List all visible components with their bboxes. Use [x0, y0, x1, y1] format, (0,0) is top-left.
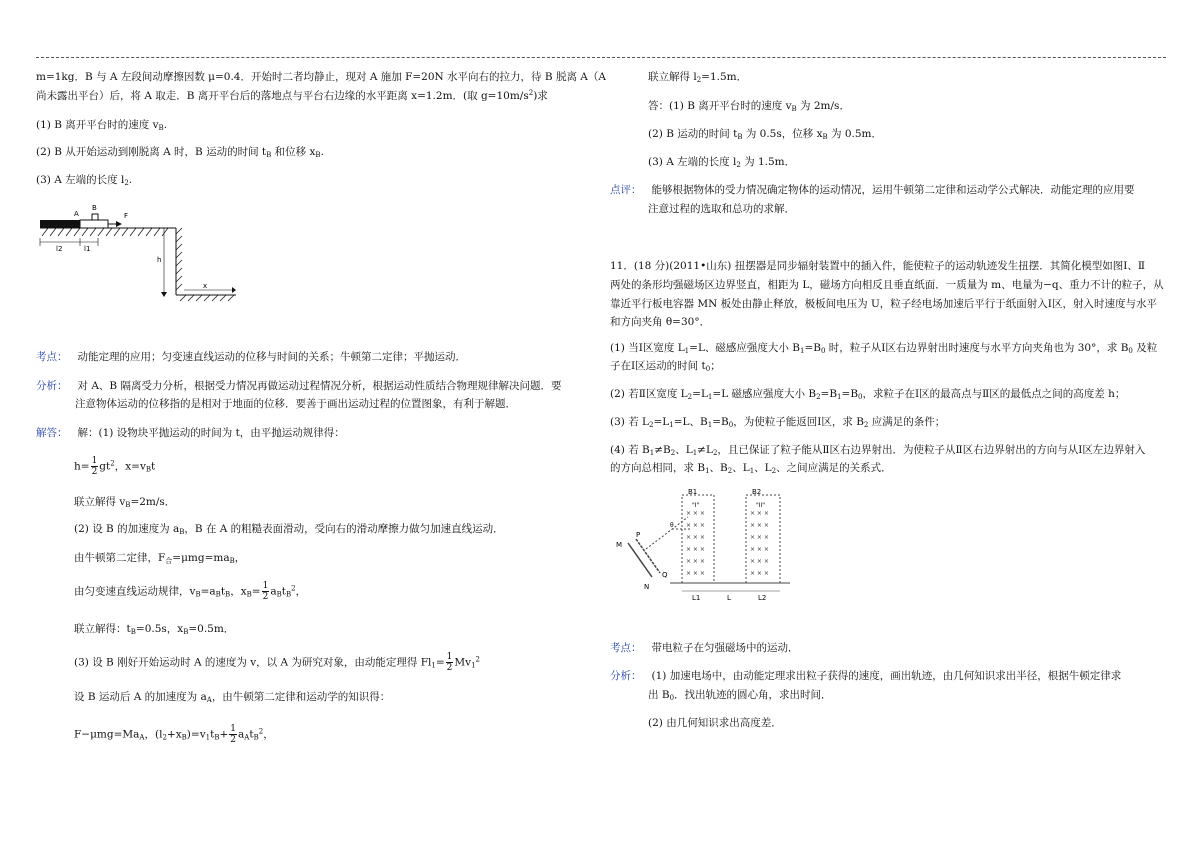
step-2b: 由牛顿第二定律，$F_合=\mu mg=ma_B$，	[74, 552, 246, 565]
subquestion-2: (2) 若Ⅱ区宽度 $L_2=L_1=L$ 磁感应强度大小 $B_2=B_1=B_0$，求粒子在Ⅰ区的最高点与Ⅱ区的最低点之间的高度差 h；	[610, 388, 1126, 401]
label-n: N	[644, 583, 650, 591]
answer-1: 答：(1) B 离开平台时的速度 $v_B$ 为 2m/s．	[648, 100, 850, 113]
label-h: h	[157, 256, 162, 264]
svg-text:× × ×: × × ×	[750, 558, 769, 565]
subquestion-4: 的方向总相同，求 $B_1$、$B_2$、$L_1$、$L_2$、之间应满足的关系式．	[610, 462, 892, 475]
field-marks-2	[750, 510, 769, 577]
svg-text:× × ×: × × ×	[686, 546, 705, 553]
kaodian: 考点： 带电粒子在匀强磁场中的运动．	[610, 642, 799, 654]
svg-text:× × ×: × × ×	[686, 534, 705, 541]
subquestion-4: (4) 若 $B_1\ne B_2$、$L_1\ne L_2$，且已保证了粒子能从Ⅱ区右边界射出．为使粒子从Ⅱ区右边界射出的方向与从Ⅰ区左边界射入	[610, 444, 1146, 457]
platform-figure	[36, 200, 246, 305]
dianping-line2: 注意过程的选取和总功的求解．	[648, 203, 795, 215]
label-f: F	[124, 212, 129, 220]
plate-m	[628, 543, 652, 577]
label-l1: l1	[84, 245, 91, 253]
dianping-line1: 点评： 能够根据物体的受力情况确定物体的运动情况，运用牛顿第二定律和运动学公式解决．动能定理的应用要	[610, 184, 1135, 196]
label-m: M	[616, 541, 623, 549]
question-2: (2) B 从开始运动到刚脱离 A 时，B 运动的时间 $t_B$ 和位移 $x_B$.	[36, 146, 324, 159]
label-l2: L2	[758, 594, 767, 602]
block-a	[40, 220, 80, 228]
label-b2: B2	[752, 488, 762, 496]
svg-text:× × ×: × × ×	[686, 522, 705, 529]
subquestion-1: (1) 当Ⅰ区宽度 $L_1=L$、磁感应强度大小 $B_1=B_0$ 时，粒子从Ⅰ区右边界射出时速度与水平方向夹角也为 30°，求 $B_0$ 及粒	[610, 342, 1158, 355]
step-3b: 设 B 运动后 A 的加速度为 $a_A$，由牛顿第二定律和运动学的知识得：	[74, 691, 391, 704]
jieda: 解答： 解：(1) 设物块平抛运动的时间为 t，由平抛运动规律得：	[36, 427, 345, 439]
fenxi-line2: 出 $B_0$．找出轨迹的圆心角，求出时间．	[648, 689, 832, 702]
plate-n	[636, 539, 660, 573]
label-p: P	[636, 531, 641, 539]
svg-text:× × ×: × × ×	[686, 510, 705, 517]
problem-text: m=1kg．B 与 A 左段间动摩擦因数 μ=0.4．开始时二者均静止，现对 A 施加 F=20N 水平向右的拉力，待 B 脱离 A（A	[36, 71, 606, 83]
label-l2: l2	[56, 245, 63, 253]
right-column	[610, 0, 1170, 848]
field-marks-1	[686, 510, 705, 577]
svg-text:× × ×: × × ×	[750, 522, 769, 529]
equation-1: h= $\frac{1}{2}$ $gt^2$，$x=v_Bt$	[74, 456, 156, 477]
left-column	[36, 0, 606, 848]
result-l2: 联立解得 $l_2=1.5m$．	[648, 71, 748, 84]
problem-11: 两处的条形均强磁场区边界竖直，相距为 L，磁场方向相反且垂直纸面．一质量为 m、电量为−q、重力不计的粒子，从	[610, 279, 1164, 291]
step-3a: (3) 设 B 刚好开始运动时 A 的速度为 v，以 A 为研究对象，由动能定理得 $Fl_1=$ $\frac{1}{2}$ $Mv_1^2$	[74, 652, 481, 673]
problem-11: 靠近平行板电容器 MN 板处由静止释放，极板间电压为 U，粒子经电场加速后平行于纸面射入Ⅰ区，射入时速度与水平	[610, 298, 1157, 310]
label-region-1: "I"	[692, 502, 700, 509]
svg-text:× × ×: × × ×	[750, 510, 769, 517]
fenxi-line1: 分析： (1) 加速电场中，由动能定理求出粒子获得的速度，画出轨迹，由几何知识求出半径，根据牛顿定律求	[610, 670, 1122, 682]
kaodian: 考点： 动能定理的应用；匀变速直线运动的位移与时间的关系；牛顿第二定律；平抛运动．	[36, 351, 467, 363]
label-theta: θ	[670, 522, 674, 529]
svg-text:× × ×: × × ×	[750, 546, 769, 553]
problem-11: 和方向夹角 θ=30°．	[610, 316, 711, 328]
label-region-2: "II"	[756, 502, 766, 509]
step-3c: $F-\mu mg=Ma_A$，$(l_2+x_B)=v_1t_B+$ $\frac{1}{2}$ $a_At_B^2$，	[74, 724, 274, 745]
question-3: (3) A 左端的长度 $l_2$.	[36, 174, 133, 187]
subquestion-1: 子在Ⅰ区运动的时间 $t_0$；	[610, 360, 721, 373]
problem-11: 11．(18 分)(2011•山东) 扭摆器是同步辐射装置中的插入件，能使粒子的运动轨迹发生扭摆．其简化模型如图Ⅰ、Ⅱ	[610, 260, 1145, 272]
label-l: L	[727, 594, 731, 602]
label-b1: B1	[688, 488, 698, 496]
problem-text: 尚未露出平台）后，将 A 取走．B 离开平台后的落地点与平台右边缘的水平距离 x=1.2m．(取 $g=10m/s^2$)求	[36, 89, 548, 102]
fenxi-line1: 分析： 对 A、B 隔离受力分析，根据受力情况再做运动过程情况分析，根据运动性质结合物理规律解决问题．要	[36, 380, 562, 392]
svg-text:× × ×: × × ×	[686, 558, 705, 565]
svg-text:× × ×: × × ×	[686, 570, 705, 577]
question-1: (1) B 离开平台时的速度 $v_B$.	[36, 119, 168, 132]
field-figure	[610, 485, 810, 605]
answer-2: (2) B 运动的时间 $t_B$ 为 0.5s，位移 $x_B$ 为 0.5m．	[648, 128, 883, 141]
label-b: B	[92, 204, 97, 212]
svg-text:× × ×: × × ×	[750, 534, 769, 541]
block-a-rough	[80, 220, 108, 228]
step-2a: (2) 设 B 的加速度为 $a_B$，B 在 A 的粗糙表面滑动，受向右的滑动摩擦力做匀加速直线运动．	[74, 523, 504, 536]
answer-3: (3) A 左端的长度 $l_2$ 为 1.5m．	[648, 156, 796, 169]
block-b	[92, 214, 98, 220]
label-l1: L1	[692, 594, 701, 602]
fenxi-line2: 注意物体运动的位移指的是相对于地面的位移．要善于画出运动过程的位置图象，有利于解题．	[75, 398, 516, 410]
subquestion-3: (3) 若 $L_2=L_1=L$、$B_1=B_0$，为使粒子能返回Ⅰ区，求 $B_2$ 应满足的条件；	[610, 416, 946, 429]
fenxi-line3: (2) 由几何知识求出高度差．	[648, 717, 782, 729]
result-1: 联立解得 $v_B=2m/s$．	[74, 496, 176, 509]
result-2: 联立解得：$t_B=0.5s$，$x_B=0.5m$．	[74, 623, 235, 636]
svg-text:× × ×: × × ×	[750, 570, 769, 577]
label-x: x	[203, 282, 208, 290]
step-2c: 由匀变速直线运动规律，$v_B=a_Bt_B$，$x_B=$ $\frac{1}{2}$ $a_Bt_B^2$，	[74, 581, 307, 602]
label-a: A	[74, 210, 79, 218]
label-q: Q	[662, 571, 668, 579]
